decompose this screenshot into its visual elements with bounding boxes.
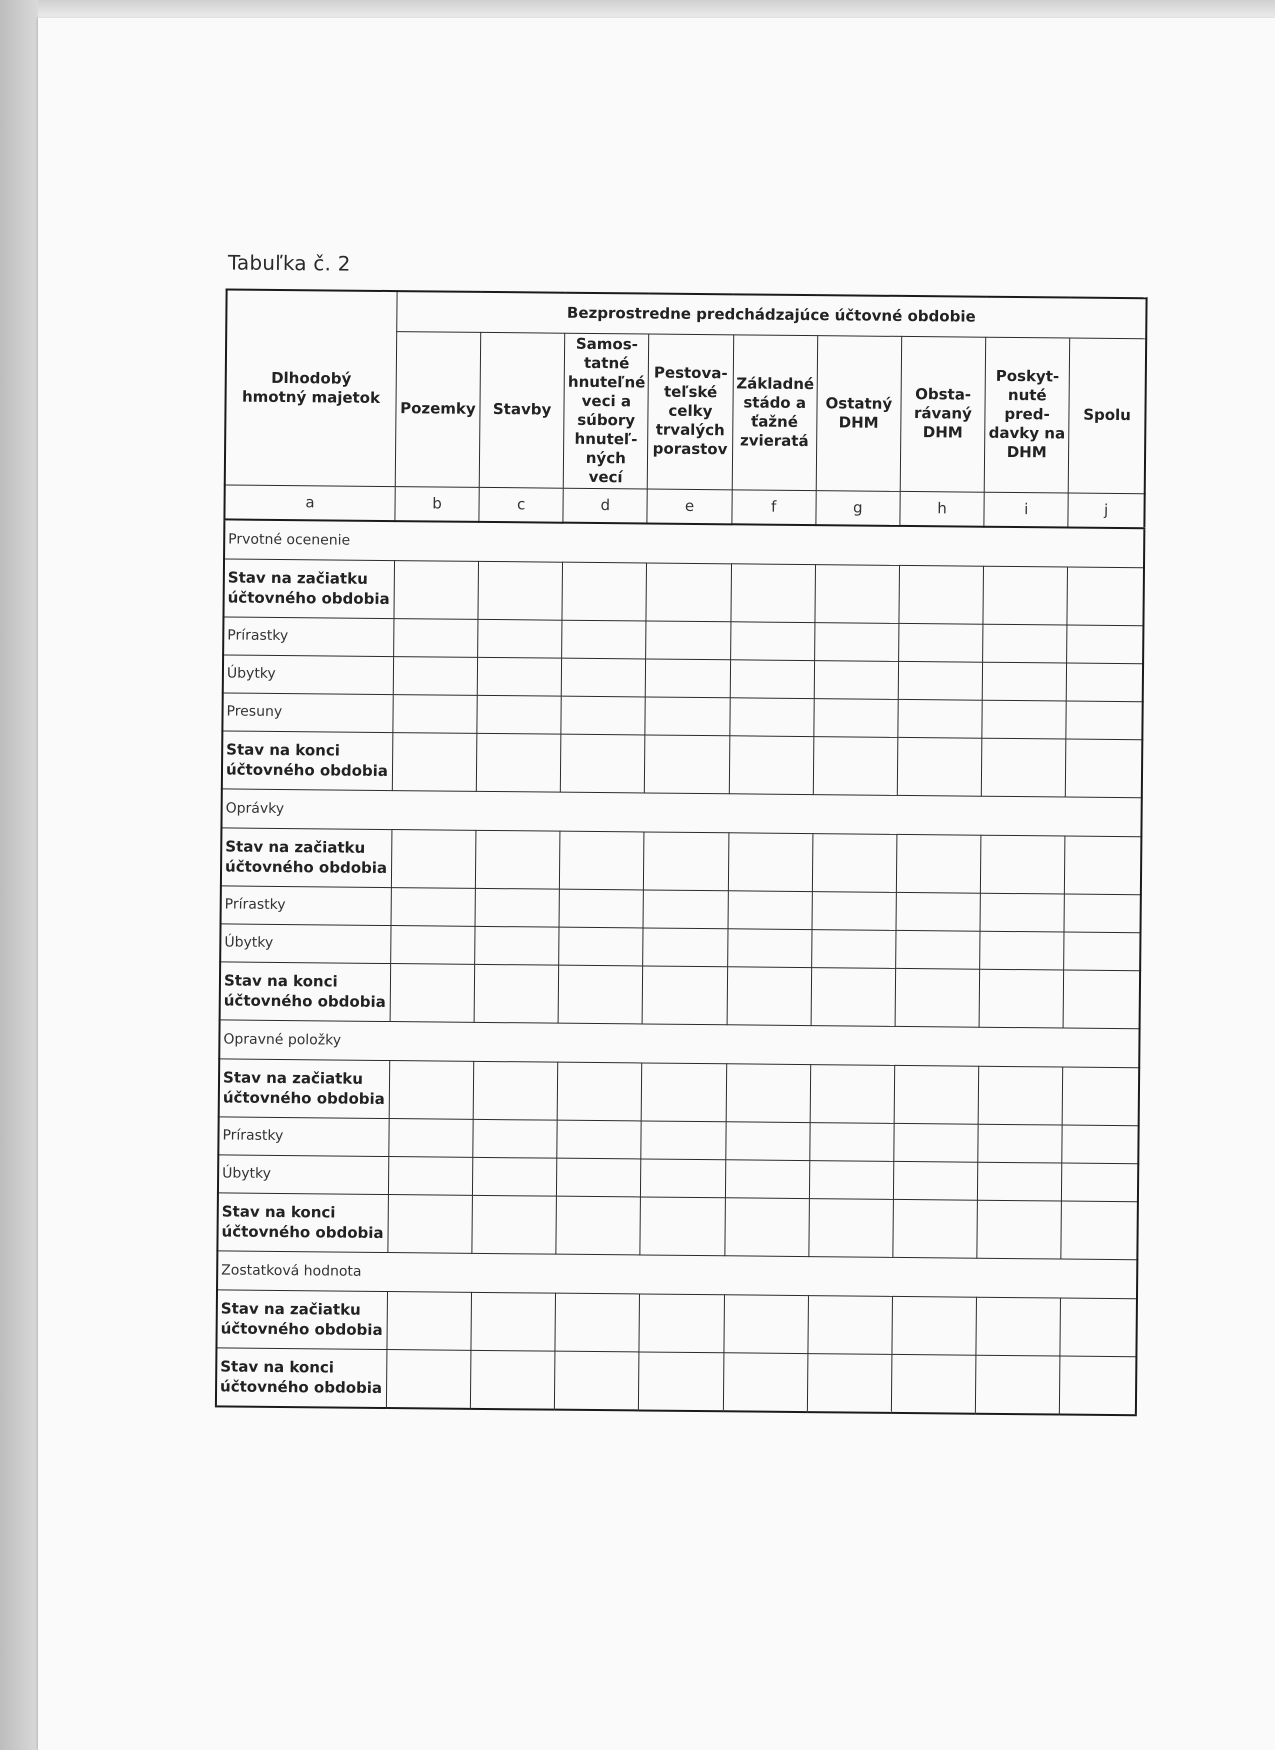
value-cell[interactable] <box>978 1066 1063 1125</box>
value-cell[interactable] <box>894 1065 979 1124</box>
value-cell[interactable] <box>642 1062 727 1121</box>
row-label: Úbytky <box>218 1154 389 1194</box>
value-cell[interactable] <box>646 658 731 697</box>
scan-edge-top <box>38 0 1275 18</box>
column-letter: g <box>816 490 900 525</box>
value-cell[interactable] <box>561 658 646 697</box>
value-cell[interactable] <box>811 967 896 1026</box>
value-cell[interactable] <box>810 1122 895 1161</box>
column-header: Samos-tatné hnuteľné veci a súbory hnuteľ-ných vecí <box>563 333 649 489</box>
column-letter: c <box>479 487 563 522</box>
value-cell[interactable] <box>982 662 1067 701</box>
value-cell[interactable] <box>391 887 476 926</box>
row-label: Úbytky <box>223 654 394 694</box>
column-letter: b <box>395 486 479 521</box>
value-cell[interactable] <box>980 893 1065 932</box>
row-label: Prírastky <box>223 616 394 656</box>
column-letter: j <box>1068 493 1145 528</box>
value-cell[interactable] <box>979 969 1064 1028</box>
value-cell[interactable] <box>1060 1355 1137 1414</box>
value-cell[interactable] <box>980 835 1065 894</box>
value-cell[interactable] <box>728 832 813 891</box>
table-row <box>219 1058 1140 1125</box>
column-letter: f <box>731 489 815 524</box>
value-cell[interactable] <box>639 1351 724 1410</box>
column-header: Poskyt-nuté pred-davky na DHM <box>984 337 1070 493</box>
value-cell[interactable] <box>814 698 899 737</box>
row-label: Úbytky <box>220 923 391 963</box>
value-cell[interactable] <box>807 1353 892 1412</box>
value-cell[interactable] <box>893 1199 978 1258</box>
value-cell[interactable] <box>475 888 560 927</box>
column-letter: e <box>647 488 731 523</box>
value-cell[interactable] <box>723 1352 808 1411</box>
value-cell[interactable] <box>646 562 731 621</box>
value-cell[interactable] <box>978 1124 1063 1163</box>
value-cell[interactable] <box>472 1157 557 1196</box>
value-cell[interactable] <box>896 834 981 893</box>
column-letter: i <box>984 492 1068 527</box>
value-cell[interactable] <box>1061 1201 1138 1260</box>
value-cell[interactable] <box>809 1198 894 1257</box>
value-cell[interactable] <box>898 623 983 662</box>
value-cell[interactable] <box>389 1060 474 1119</box>
column-header: Ostatný DHM <box>816 335 902 491</box>
value-cell[interactable] <box>645 734 730 793</box>
value-cell[interactable] <box>1066 701 1143 740</box>
value-cell[interactable] <box>977 1162 1062 1201</box>
value-cell[interactable] <box>562 620 647 659</box>
value-cell[interactable] <box>725 1159 810 1198</box>
value-cell[interactable] <box>1062 1163 1139 1202</box>
value-cell[interactable] <box>473 1061 558 1120</box>
column-header: Spolu <box>1068 338 1146 494</box>
value-cell[interactable] <box>642 965 727 1024</box>
value-cell[interactable] <box>393 618 478 657</box>
value-cell[interactable] <box>899 565 984 624</box>
value-cell[interactable] <box>809 1160 894 1199</box>
value-cell[interactable] <box>471 1292 556 1351</box>
column-header: Stavby <box>479 332 565 488</box>
value-cell[interactable] <box>470 1350 555 1409</box>
value-cell[interactable] <box>891 1354 976 1413</box>
value-cell[interactable] <box>814 622 899 661</box>
value-cell[interactable] <box>813 736 898 795</box>
table-row <box>216 1289 1137 1356</box>
value-cell[interactable] <box>557 1120 642 1159</box>
row-label: Stav na začiatku účtovného obdobia <box>216 1289 387 1349</box>
value-cell[interactable] <box>558 965 643 1024</box>
value-cell[interactable] <box>392 732 477 791</box>
scan-edge-left <box>0 0 38 1750</box>
value-cell[interactable] <box>646 620 731 659</box>
value-cell[interactable] <box>812 833 897 892</box>
value-cell[interactable] <box>391 829 476 888</box>
section-title: Opravné položky <box>219 1019 1139 1067</box>
value-cell[interactable] <box>562 562 647 621</box>
value-cell[interactable] <box>730 659 815 698</box>
value-cell[interactable] <box>815 564 900 623</box>
document-content <box>169 250 1150 1416</box>
value-cell[interactable] <box>725 1121 810 1160</box>
column-header: Pozemky <box>395 331 481 487</box>
value-cell[interactable] <box>639 1293 724 1352</box>
value-cell[interactable] <box>1060 1298 1137 1357</box>
value-cell[interactable] <box>1066 739 1143 798</box>
row-label: Stav na konci účtovného obdobia <box>217 1192 388 1252</box>
value-cell[interactable] <box>475 830 560 889</box>
value-cell[interactable] <box>477 695 562 734</box>
value-cell[interactable] <box>898 661 983 700</box>
value-cell[interactable] <box>389 1118 474 1157</box>
value-cell[interactable] <box>473 1119 558 1158</box>
value-cell[interactable] <box>726 1063 811 1122</box>
value-cell[interactable] <box>388 1156 473 1195</box>
table-row <box>223 558 1144 625</box>
value-cell[interactable] <box>723 1294 808 1353</box>
value-cell[interactable] <box>729 735 814 794</box>
row-label: Stav na konci účtovného obdobia <box>222 730 393 790</box>
value-cell[interactable] <box>895 968 980 1027</box>
value-cell[interactable] <box>390 963 475 1022</box>
row-label: Stav na začiatku účtovného obdobia <box>221 827 392 887</box>
value-cell[interactable] <box>386 1349 471 1408</box>
value-cell[interactable] <box>1065 836 1142 895</box>
value-cell[interactable] <box>555 1293 640 1352</box>
value-cell[interactable] <box>1067 567 1144 626</box>
value-cell[interactable] <box>1067 625 1144 664</box>
value-cell[interactable] <box>640 1196 725 1255</box>
column-header: Obsta-rávaný DHM <box>900 336 986 492</box>
value-cell[interactable] <box>559 889 644 928</box>
table-row <box>222 730 1143 797</box>
value-cell[interactable] <box>724 1197 809 1256</box>
value-cell[interactable] <box>472 1195 557 1254</box>
column-letter: h <box>900 491 984 526</box>
value-cell[interactable] <box>394 560 479 619</box>
value-cell[interactable] <box>474 964 559 1023</box>
value-cell[interactable] <box>1062 1125 1139 1164</box>
value-cell[interactable] <box>393 656 478 695</box>
value-cell[interactable] <box>1066 663 1143 702</box>
value-cell[interactable] <box>477 657 562 696</box>
value-cell[interactable] <box>976 1297 1061 1356</box>
value-cell[interactable] <box>893 1161 978 1200</box>
table-row <box>217 1192 1138 1259</box>
value-cell[interactable] <box>728 890 813 929</box>
value-cell[interactable] <box>393 694 478 733</box>
value-cell[interactable] <box>476 733 561 792</box>
value-cell[interactable] <box>730 621 815 660</box>
column-header: Pestova-teľské celky trvalých porastov <box>648 334 734 490</box>
value-cell[interactable] <box>557 1062 642 1121</box>
column-header: Základné stádo a ťažné zvieratá <box>732 334 818 490</box>
value-cell[interactable] <box>982 700 1067 739</box>
section-title: Prvotné ocenenie <box>224 519 1144 567</box>
value-cell[interactable] <box>641 1120 726 1159</box>
value-cell[interactable] <box>475 926 560 965</box>
value-cell[interactable] <box>391 925 476 964</box>
row-label: Prírastky <box>218 1116 389 1156</box>
value-cell[interactable] <box>641 1158 726 1197</box>
value-cell[interactable] <box>1062 1067 1139 1126</box>
row-label: Stav na konci účtovného obdobia <box>216 1347 387 1407</box>
value-cell[interactable] <box>643 927 728 966</box>
table-row <box>216 1347 1137 1414</box>
value-cell[interactable] <box>560 831 645 890</box>
value-cell[interactable] <box>897 737 982 796</box>
value-cell[interactable] <box>1064 894 1141 933</box>
value-cell[interactable] <box>561 696 646 735</box>
row-label: Prírastky <box>221 885 392 925</box>
value-cell[interactable] <box>478 561 563 620</box>
value-cell[interactable] <box>478 619 563 658</box>
value-cell[interactable] <box>644 831 729 890</box>
value-cell[interactable] <box>727 928 812 967</box>
value-cell[interactable] <box>812 891 897 930</box>
header-group-title: Bezprostredne predchádzajúce účtovné obdobie <box>397 291 1147 338</box>
row-label: Presuny <box>222 692 393 732</box>
table-body <box>216 519 1144 1415</box>
value-cell[interactable] <box>556 1196 641 1255</box>
section-title: Oprávky <box>221 788 1141 836</box>
value-cell[interactable] <box>981 738 1066 797</box>
value-cell[interactable] <box>894 1123 979 1162</box>
value-cell[interactable] <box>643 889 728 928</box>
header-row-label: Dlhodobý hmotný majetok <box>225 289 397 486</box>
value-cell[interactable] <box>975 1355 1060 1414</box>
value-cell[interactable] <box>727 966 812 1025</box>
table-row <box>220 961 1141 1028</box>
column-letter: d <box>563 488 647 523</box>
value-cell[interactable] <box>559 927 644 966</box>
value-cell[interactable] <box>896 892 981 931</box>
value-cell[interactable] <box>557 1158 642 1197</box>
asset-table <box>215 288 1148 1415</box>
value-cell[interactable] <box>980 931 1065 970</box>
value-cell[interactable] <box>731 563 816 622</box>
row-label: Stav na začiatku účtovného obdobia <box>223 558 394 618</box>
table-caption: Tabuľka č. 2 <box>227 250 351 276</box>
value-cell[interactable] <box>814 660 899 699</box>
value-cell[interactable] <box>896 930 981 969</box>
value-cell[interactable] <box>811 929 896 968</box>
value-cell[interactable] <box>892 1296 977 1355</box>
value-cell[interactable] <box>808 1295 893 1354</box>
column-letter: a <box>224 484 395 520</box>
row-label: Stav na konci účtovného obdobia <box>220 961 391 1021</box>
value-cell[interactable] <box>983 566 1068 625</box>
value-cell[interactable] <box>387 1291 472 1350</box>
value-cell[interactable] <box>1063 970 1140 1029</box>
section-title: Zostatková hodnota <box>217 1250 1137 1298</box>
value-cell[interactable] <box>645 696 730 735</box>
value-cell[interactable] <box>810 1064 895 1123</box>
table-row <box>221 827 1142 894</box>
value-cell[interactable] <box>729 697 814 736</box>
value-cell[interactable] <box>388 1194 473 1253</box>
row-label: Stav na začiatku účtovného obdobia <box>219 1058 390 1118</box>
value-cell[interactable] <box>561 734 646 793</box>
value-cell[interactable] <box>977 1200 1062 1259</box>
value-cell[interactable] <box>1064 932 1141 971</box>
value-cell[interactable] <box>898 699 983 738</box>
value-cell[interactable] <box>555 1351 640 1410</box>
value-cell[interactable] <box>983 624 1068 663</box>
